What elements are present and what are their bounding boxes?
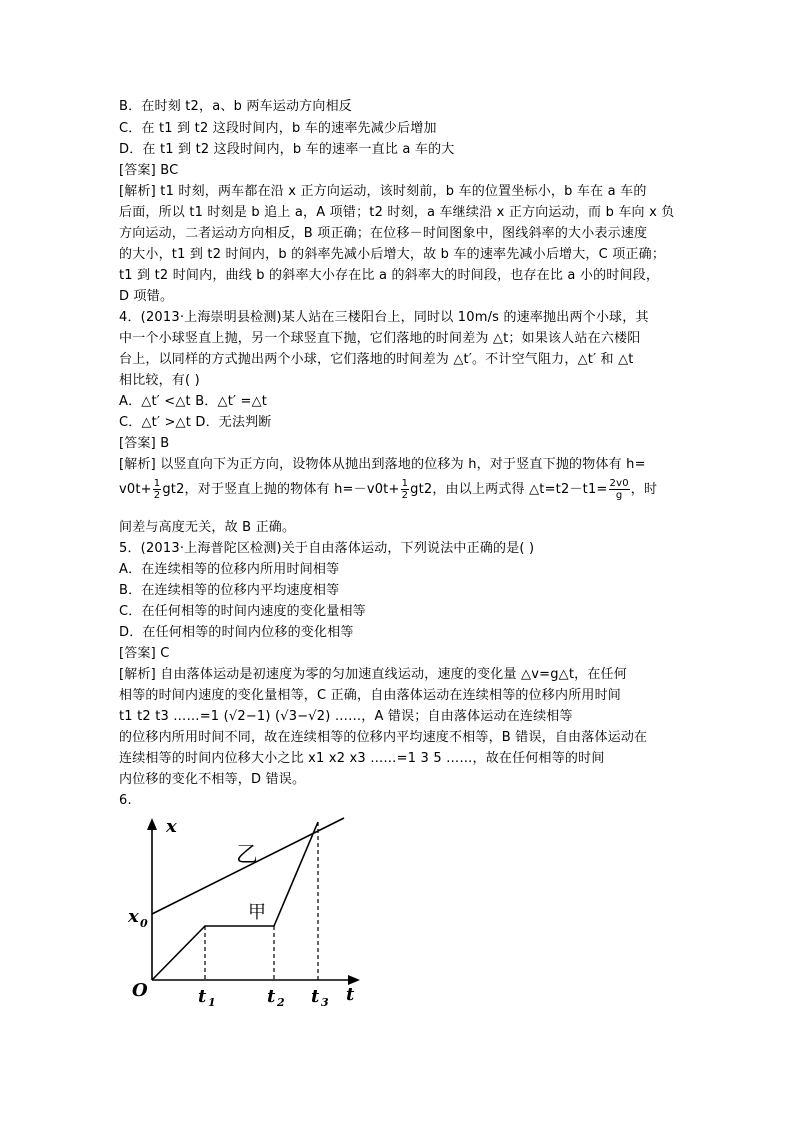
- line-yi-label: 乙: [236, 843, 259, 868]
- explanation-q3-line1: [解析] t1 时刻，两车都在沿 x 正方向运动，该时刻前，b 车的位置坐标小，b 车在 a 车的: [119, 184, 647, 199]
- y-axis-arrow: [147, 818, 157, 830]
- t3-label: t: [311, 986, 320, 1007]
- explanation-q4-line2: [119, 478, 657, 501]
- option-c-q3: C．在 t1 到 t2 这段时间内，b 车的速率先减少后增加: [119, 121, 437, 136]
- origin-label: O: [132, 980, 148, 1001]
- answer-q4: [答案] B: [119, 436, 170, 451]
- t1-label: t: [198, 986, 207, 1007]
- explanation-q5-line6: 内位移的变化不相等，D 错误。: [119, 772, 306, 787]
- y-axis-label: x: [166, 816, 177, 837]
- answer-q5: [答案] C: [119, 646, 170, 661]
- explanation-q5-line1: [解析] 自由落体运动是初速度为零的匀加速直线运动，速度的变化量 △v=g△t，在任何: [119, 667, 627, 682]
- x-axis-label: t: [346, 984, 355, 1005]
- t1-subscript: 1: [208, 996, 216, 1008]
- options-q4-ab: A．△t′ <△t B．△t′ =△t: [119, 394, 268, 409]
- t2-subscript: 2: [277, 996, 285, 1008]
- explanation-q5-line4: 的位移内所用时间不同，故在连续相等的位移内平均速度不相等，B 错误，自由落体运动在: [119, 730, 648, 745]
- formula-part-4: ，时: [630, 482, 658, 497]
- options-q4-cd: C．△t′ >△t D．无法判断: [119, 415, 272, 430]
- explanation-q3-line3: 方向运动，二者运动方向相反，B 项正确；在位移－时间图象中，图线斜率的大小表示速度: [119, 226, 648, 241]
- explanation-q3-line4: 的大小，t1 到 t2 时间内，b 的斜率先减小后增大，故 b 车的速率先减小后增大，C 项正确；: [119, 247, 666, 262]
- question-4-line2: 中一个小球竖直上抛，另一个球竖直下抛，它们落地的时间差为 △t；如果该人站在六楼阳: [119, 331, 641, 346]
- line-jia-label: 甲: [248, 902, 266, 923]
- option-c-q5: C．在任何相等的时间内速度的变化量相等: [119, 604, 366, 619]
- formula-part-2: gt2，对于竖直上抛的物体有 h=－v0t+: [162, 482, 400, 497]
- formula-part-1: v0t+: [119, 482, 152, 497]
- explanation-q3-line5: t1 到 t2 时间内，曲线 b 的斜率大小存在比 a 的斜率大的时间段，也存在比 a 小的时间段，: [119, 268, 660, 283]
- formula-part-3: gt2，由以上两式得 △t=t2－t1=: [410, 482, 608, 497]
- option-b-q3: B．在时刻 t2，a、b 两车运动方向相反: [119, 99, 352, 114]
- t3-subscript: 3: [321, 996, 329, 1008]
- x-t-graph: [128, 808, 368, 1008]
- explanation-q5-line5: 连续相等的时间内位移大小之比 x1 x2 x3 ……=1 3 5 ……，故在任何相等的时间: [119, 751, 605, 766]
- explanation-q4-line1: [解析] 以竖直向下为正方向，设物体从抛出到落地的位移为 h，对于竖直下抛的物体有 h=: [119, 457, 646, 472]
- x0-subscript: 0: [140, 917, 148, 930]
- fraction-one-half-2: $\frac{1}{2}$: [401, 478, 409, 501]
- question-4-line3: 台上，以同样的方式抛出两个小球，它们落地的时间差为 △t′。不计空气阻力，△t′ 和 △t: [119, 352, 634, 367]
- question-4-line1: 4．(2013·上海崇明县检测)某人站在三楼阳台上，同时以 10m/s 的速率抛出两个小球，其: [119, 310, 649, 325]
- answer-q3: [答案] BC: [119, 163, 179, 178]
- question-5: 5．(2013·上海普陀区检测)关于自由落体运动，下列说法中正确的是( ): [119, 541, 535, 556]
- explanation-q5-line3: t1 t2 t3 ……=1 (√2−1) (√3−√2) ……，A 错误；自由落体运动在连续相等: [119, 709, 573, 724]
- explanation-q5-line2: 相等的时间内速度的变化量相等，C 正确，自由落体运动在连续相等的位移内所用时间: [119, 688, 622, 703]
- x0-label: x: [128, 906, 139, 927]
- option-b-q5: B．在连续相等的位移内平均速度相等: [119, 583, 340, 598]
- fraction-one-half: $\frac{1}{2}$: [153, 478, 161, 501]
- t2-label: t: [267, 986, 276, 1007]
- explanation-q3-line2: 后面，所以 t1 时刻是 b 追上 a，A 项错；t2 时刻，a 车继续沿 x 正方向运动，而 b 车向 x 负: [119, 205, 675, 220]
- option-a-q5: A．在连续相等的位移内所用时间相等: [119, 562, 340, 577]
- question-4-line4: 相比较，有( ): [119, 373, 200, 388]
- explanation-q3-line6: D 项错。: [119, 289, 174, 304]
- explanation-q4-line3: 间差与高度无关，故 B 正确。: [119, 520, 296, 535]
- option-d-q3: D．在 t1 到 t2 这段时间内，b 车的速率一直比 a 车的大: [119, 142, 455, 157]
- option-d-q5: D．在任何相等的时间内位移的变化相等: [119, 625, 354, 640]
- fraction-2v0-over-g: $\frac{2v0}{g}$: [609, 478, 629, 501]
- question-6-number: 6.: [119, 793, 132, 808]
